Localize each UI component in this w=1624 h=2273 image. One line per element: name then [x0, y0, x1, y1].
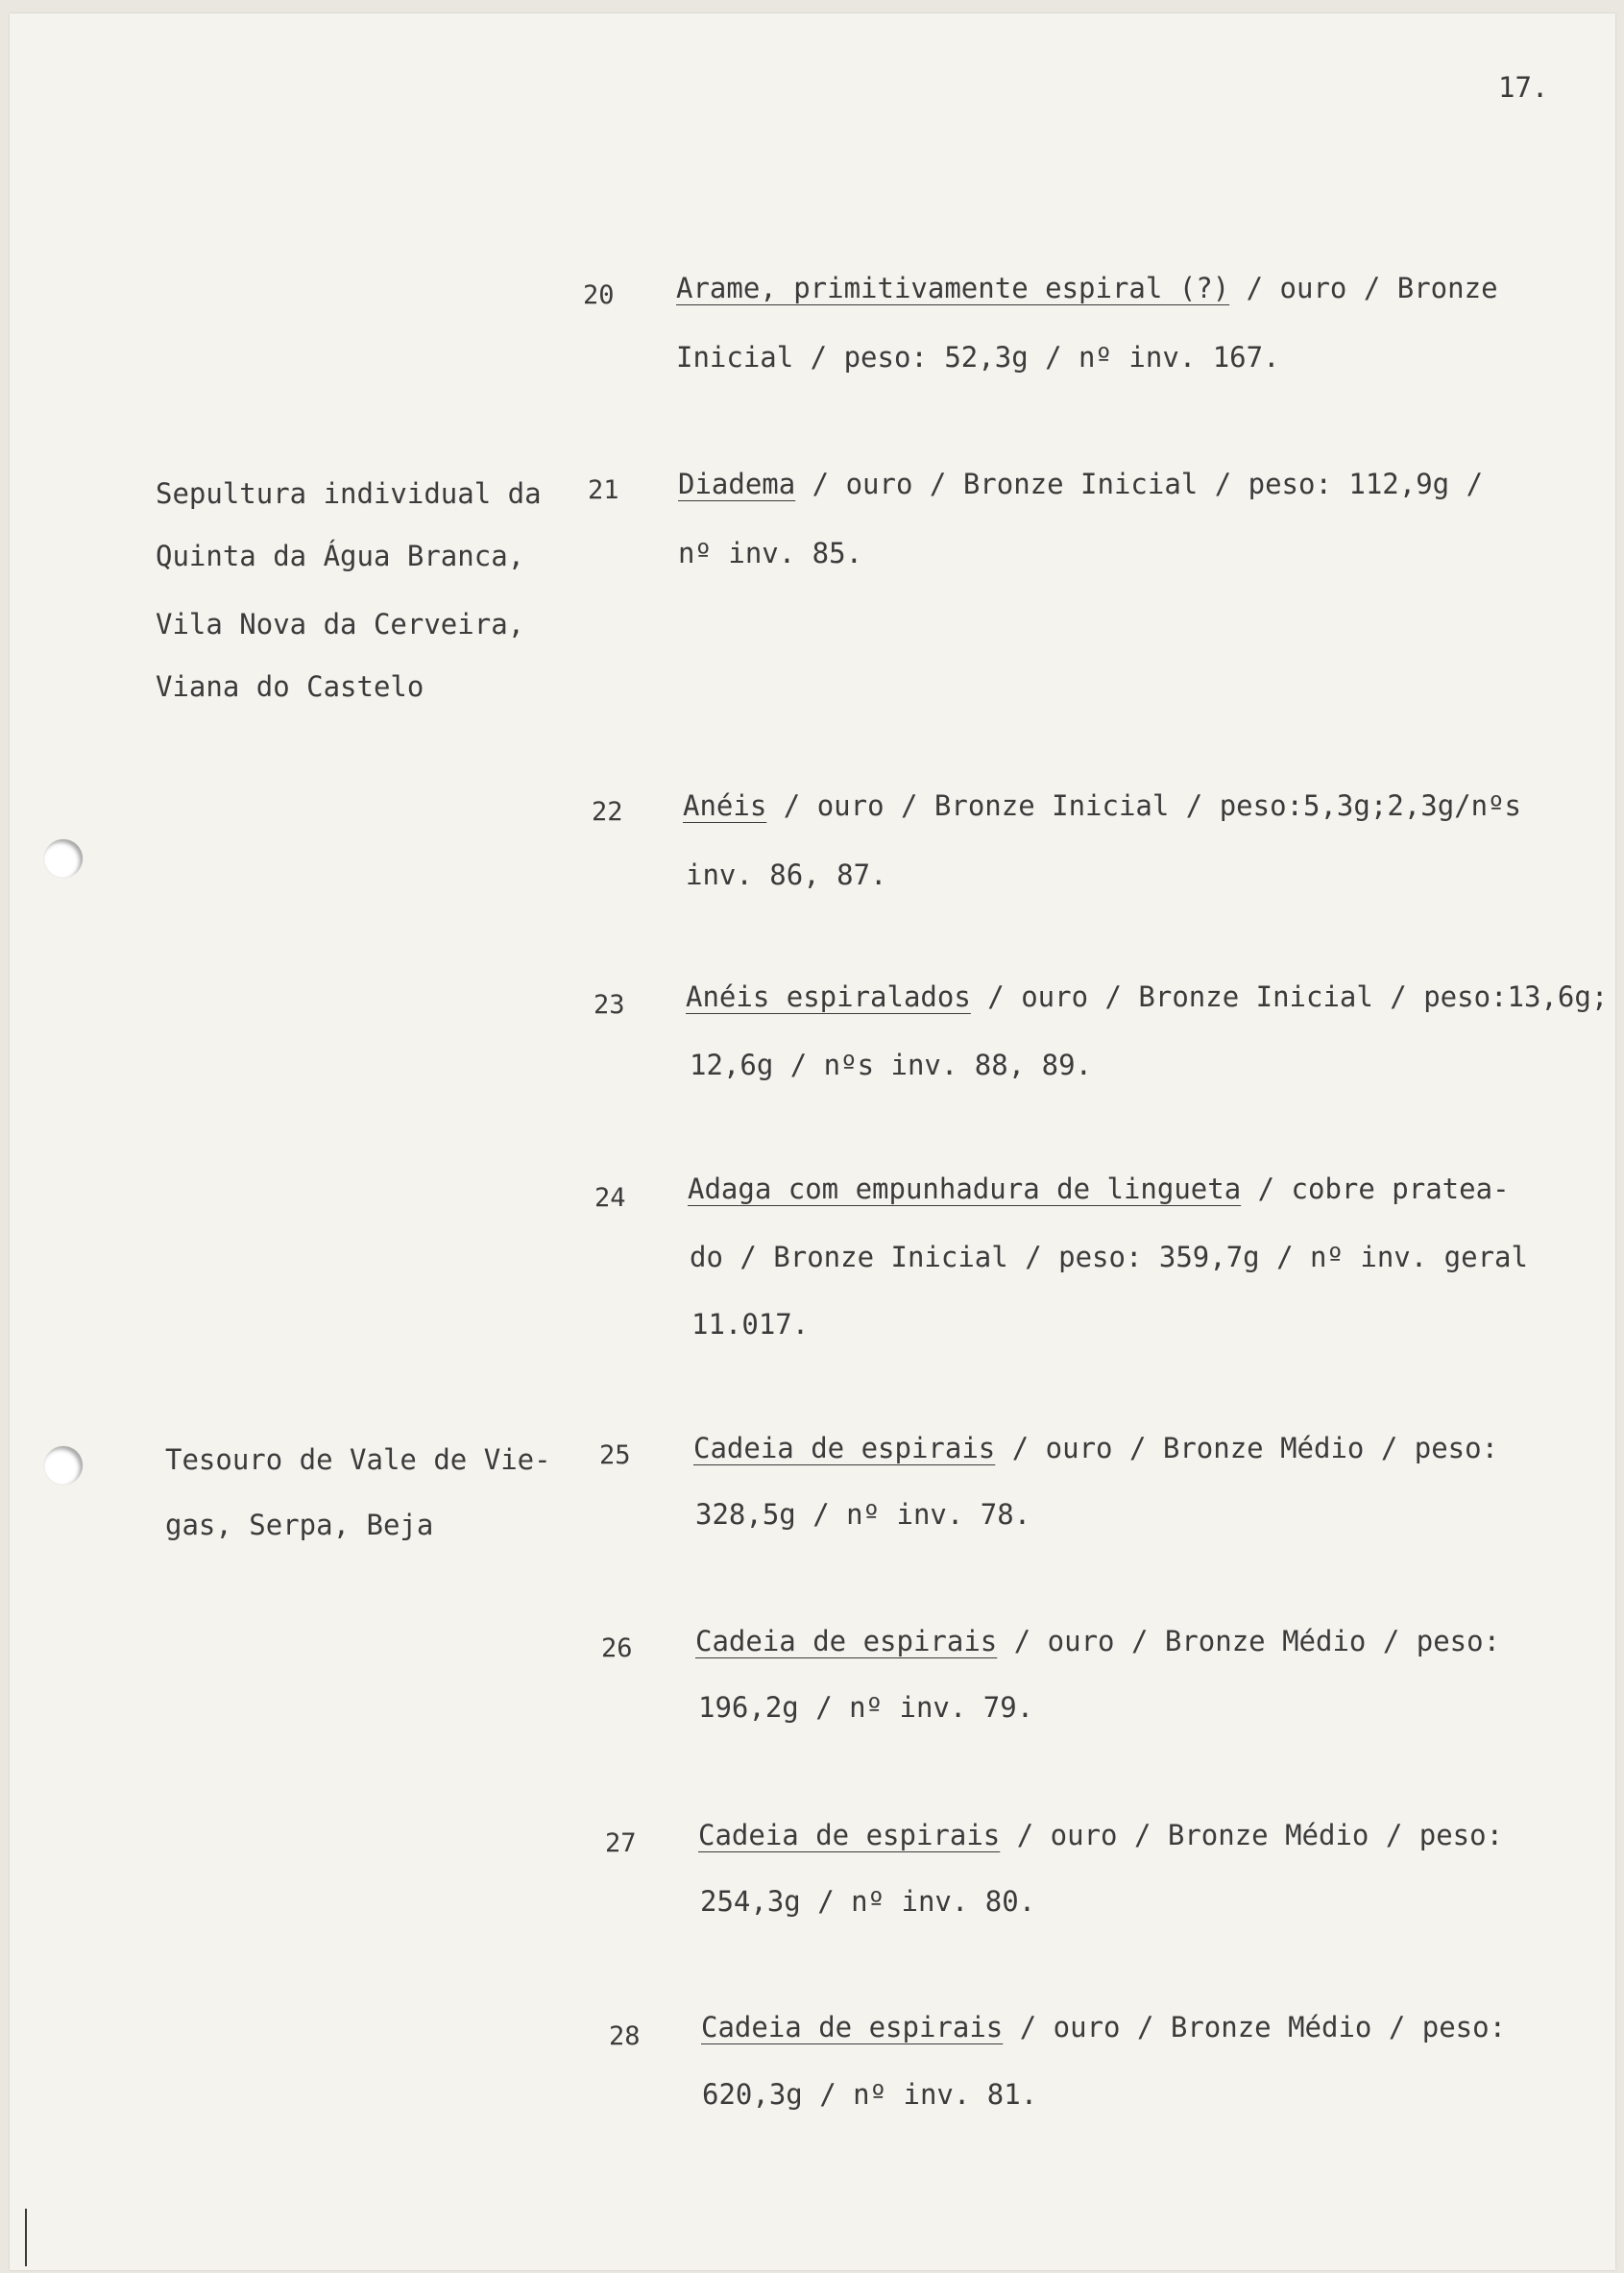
- entry-number: 22: [592, 797, 623, 827]
- entry-line-1: [695, 1625, 1501, 1657]
- entry-line-1: [688, 1175, 1510, 1203]
- entry-line-1-rest: / ouro / Bronze Inicial / peso:13,6g;: [970, 980, 1609, 1013]
- entry-title: Arame, primitivamente espiral (?): [676, 272, 1230, 304]
- entry-title: Adaga com empunhadura de lingueta: [688, 1173, 1242, 1205]
- entry-line-2: do / Bronze Inicial / peso: 359,7g / nº inv. geral: [690, 1241, 1528, 1273]
- entry-line-2: 254,3g / nº inv. 80.: [700, 1885, 1036, 1918]
- side-note-sepultura-line-2: Quinta da Água Branca,: [156, 540, 525, 572]
- entry-number: 20: [583, 280, 615, 310]
- entry-line-2: nº inv. 85.: [678, 537, 863, 569]
- entry-line-1-rest: / ouro / Bronze Médio / peso:: [997, 1625, 1501, 1657]
- entry-line-2: 12,6g / nºs inv. 88, 89.: [690, 1049, 1093, 1081]
- entry-line-2: 196,2g / nº inv. 79.: [698, 1691, 1034, 1724]
- entry-line-1-rest: / cobre pratea-: [1241, 1173, 1510, 1205]
- entry-title: Cadeia de espirais: [701, 2011, 1004, 2043]
- punch-hole-bottom: [44, 1446, 83, 1485]
- side-note-tesouro-line-2: gas, Serpa, Beja: [165, 1509, 434, 1541]
- entry-line-1-rest: / ouro / Bronze Inicial / peso:5,3g;2,3g/nºs: [766, 789, 1521, 822]
- entry-title: Cadeia de espirais: [698, 1819, 1001, 1851]
- entry-number: 23: [594, 990, 625, 1020]
- side-note-sepultura-line-4: Viana do Castelo: [156, 670, 424, 703]
- entry-line-1: [701, 2011, 1507, 2043]
- entry-number: 25: [599, 1440, 631, 1470]
- entry-line-1-rest: / ouro / Bronze Inicial / peso: 112,9g /: [795, 468, 1484, 500]
- entry-title: Cadeia de espirais: [693, 1432, 996, 1464]
- entry-title: Diadema: [678, 468, 796, 500]
- entry-line-1: [676, 272, 1498, 304]
- entry-line-1-rest: / ouro / Bronze Médio / peso:: [1003, 2011, 1507, 2043]
- entry-number: 26: [601, 1633, 633, 1663]
- entry-line-1-rest: / ouro / Bronze Médio / peso:: [1000, 1819, 1504, 1851]
- entry-line-1: [698, 1819, 1504, 1851]
- entry-number: 21: [588, 475, 619, 505]
- entry-line-1: [683, 789, 1521, 822]
- page-edge-line: [25, 2209, 27, 2266]
- side-note-sepultura-line-1: Sepultura individual da: [156, 477, 542, 510]
- entry-line-1-rest: / ouro / Bronze: [1229, 272, 1498, 304]
- entry-line-1: [678, 468, 1484, 500]
- entry-number: 27: [605, 1828, 637, 1858]
- entry-number: 24: [594, 1183, 626, 1213]
- entry-line-1: [693, 1432, 1499, 1464]
- entry-line-1-rest: / ouro / Bronze Médio / peso:: [995, 1432, 1499, 1464]
- entry-line-1: [686, 980, 1609, 1013]
- side-note-sepultura-line-3: Vila Nova da Cerveira,: [156, 608, 525, 641]
- page-number: 17.: [1498, 71, 1549, 104]
- entry-line-2: Inicial / peso: 52,3g / nº inv. 167.: [676, 341, 1280, 374]
- entry-line-2: inv. 86, 87.: [686, 858, 887, 891]
- entry-line-2: 620,3g / nº inv. 81.: [702, 2078, 1038, 2111]
- entry-line-2: 328,5g / nº inv. 78.: [695, 1498, 1031, 1531]
- side-note-tesouro-line-1: Tesouro de Vale de Vie-: [165, 1443, 551, 1476]
- punch-hole-top: [44, 839, 83, 878]
- entry-title: Anéis: [683, 789, 767, 822]
- entry-line-3: 11.017.: [691, 1308, 810, 1341]
- entry-number: 28: [609, 2021, 641, 2051]
- entry-title: Anéis espiralados: [686, 980, 971, 1013]
- entry-title: Cadeia de espirais: [695, 1625, 998, 1657]
